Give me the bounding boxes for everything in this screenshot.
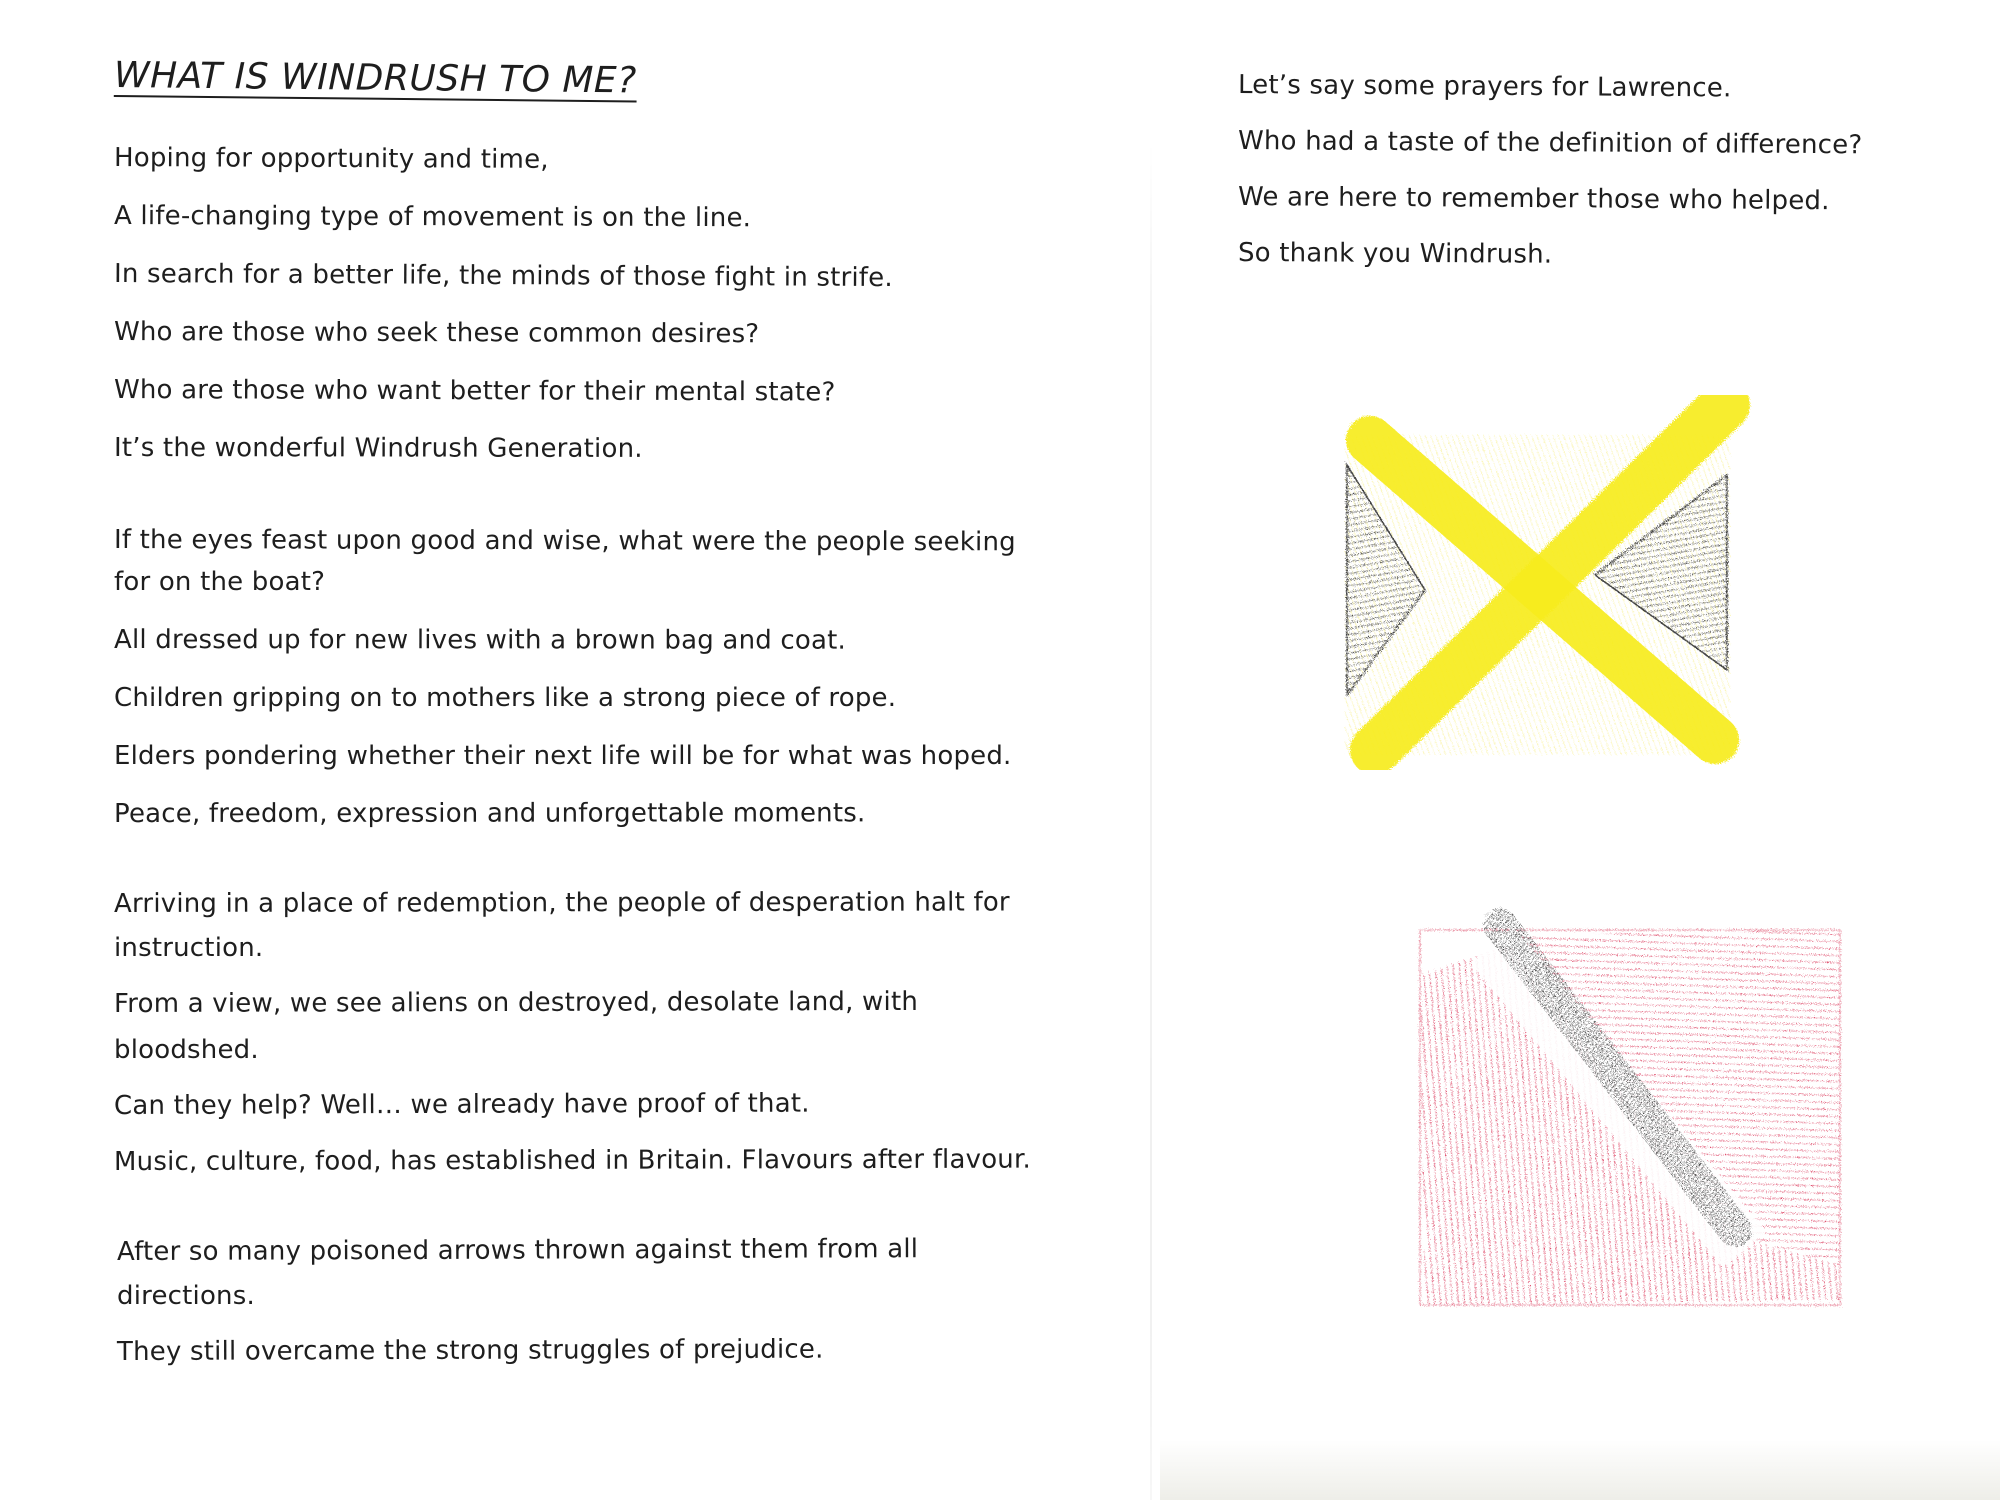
poem-line: Who are those who want better for their mental state? <box>113 375 836 408</box>
poem-line: Who had a taste of the definition of difference? <box>1237 126 1863 161</box>
poem-line: Elders pondering whether their next life will be for what was hoped. <box>114 741 1012 771</box>
poem-line: Arriving in a place of redemption, the people of desperation halt for <box>113 887 1010 919</box>
poem-line: Hoping for opportunity and time, <box>113 143 549 175</box>
poem-line: Music, culture, food, has established in Britain. Flavours after flavour. <box>113 1144 1031 1177</box>
poem-line: In search for a better life, the minds of those fight in strife. <box>113 259 893 294</box>
trinidad-flag-crayon <box>1400 905 1860 1325</box>
poem-line: Peace, freedom, expression and unforgettable moments. <box>113 798 866 829</box>
right-page <box>1238 70 1938 268</box>
poem-line: directions. <box>117 1281 255 1311</box>
poem-line: bloodshed. <box>114 1035 259 1065</box>
poem-line: for on the boat? <box>114 567 326 597</box>
jamaica-flag-crayon <box>1325 395 1755 770</box>
stanza-3 <box>114 889 1074 1177</box>
poem-line: Who are those who seek these common desires? <box>113 317 760 350</box>
poem-line: It’s the wonderful Windrush Generation. <box>113 433 643 464</box>
stanza-2 <box>114 525 1074 829</box>
page-fold <box>1150 140 1152 1500</box>
left-page <box>114 50 1074 1367</box>
poem-line: Can they help? Well… we already have proof of that. <box>113 1088 810 1121</box>
poem-line: We are here to remember those who helped. <box>1237 182 1830 217</box>
poem-line: So thank you Windrush. <box>1237 238 1553 270</box>
poem-line: If the eyes feast upon good and wise, what were the people seeking <box>113 525 1016 558</box>
poem-line: A life-changing type of movement is on the line. <box>113 201 752 234</box>
page-shadow <box>1160 1440 2000 1500</box>
poem-line: Children gripping on to mothers like a strong piece of rope. <box>114 683 897 713</box>
stanza-1 <box>114 143 1074 463</box>
poem-line: instruction. <box>114 933 264 963</box>
poem-line: All dressed up for new lives with a brown bag and coat. <box>113 625 847 656</box>
poem-title: WHAT IS WINDRUSH TO ME? <box>113 55 637 102</box>
stanza-5 <box>1238 70 1938 268</box>
poem-line: They still overcame the strong struggles of prejudice. <box>116 1334 824 1367</box>
poem-line: After so many poisoned arrows thrown against them from all <box>116 1234 919 1267</box>
stanza-4 <box>116 1234 1074 1367</box>
poem-line: Let’s say some prayers for Lawrence. <box>1237 70 1732 104</box>
poem-line: From a view, we see aliens on destroyed, desolate land, with <box>113 986 919 1019</box>
